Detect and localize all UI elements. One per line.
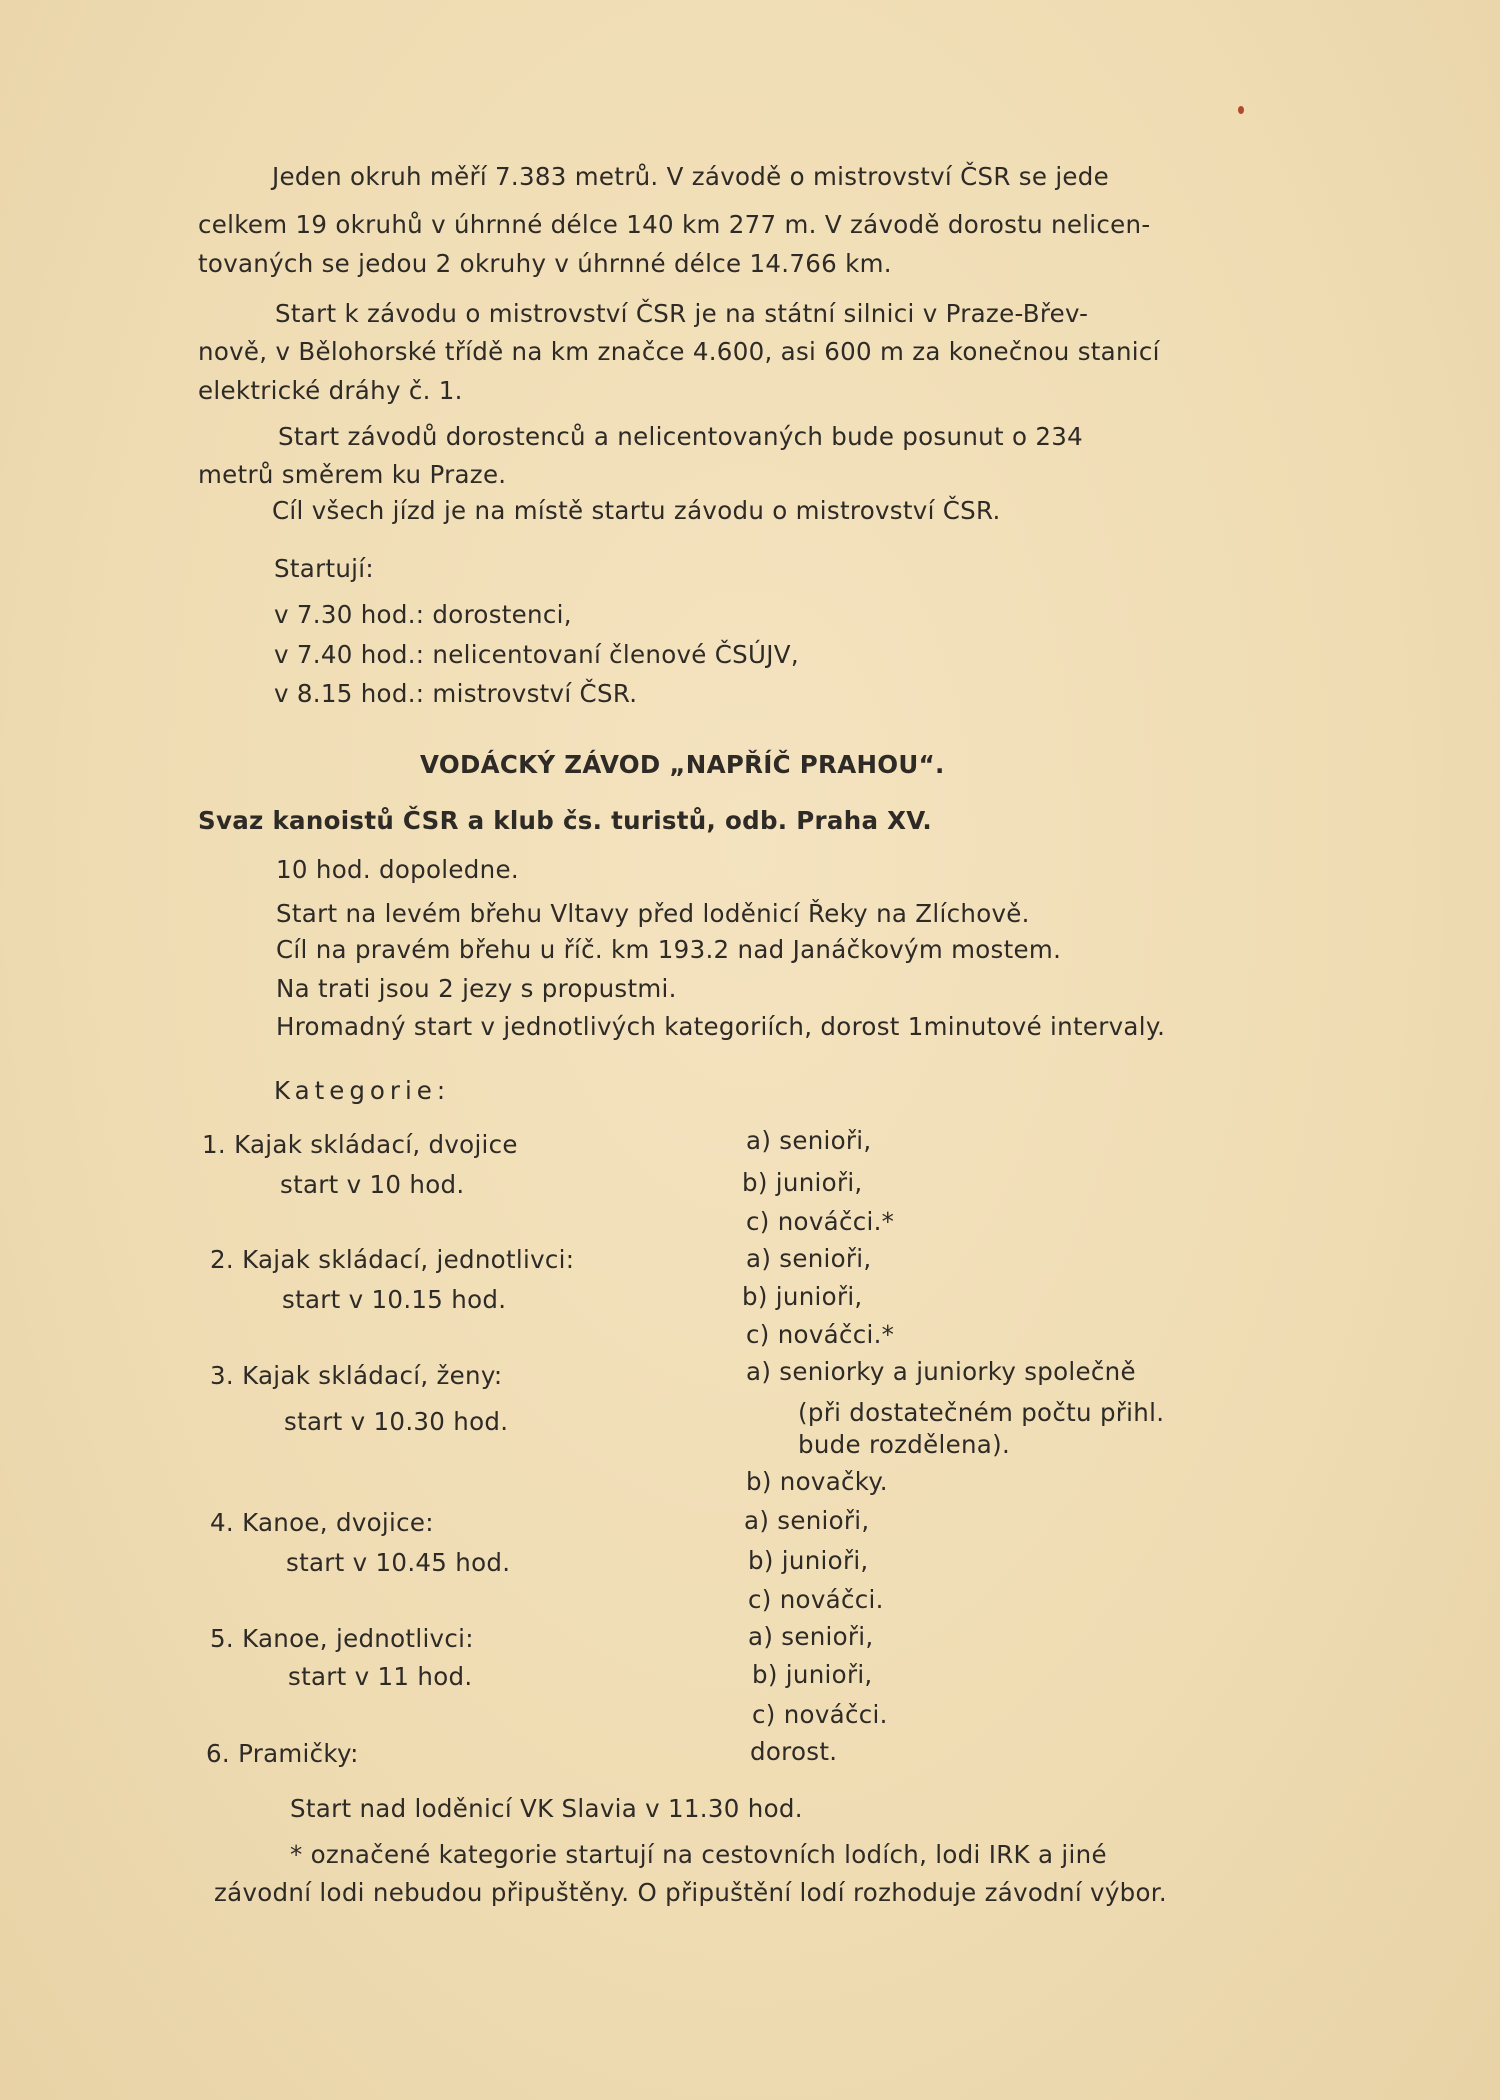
category-5-name: 5. Kanoe, jednotlivci:	[210, 1624, 474, 1653]
category-2-b: b) junioři,	[742, 1282, 863, 1311]
category-1-b: b) junioři,	[742, 1168, 863, 1197]
category-1-c: c) nováčci.*	[746, 1207, 895, 1236]
category-3-b: b) novačky.	[746, 1467, 888, 1496]
category-2-c: c) nováčci.*	[746, 1320, 895, 1349]
section-line-1: 10 hod. dopoledne.	[276, 855, 519, 884]
closing-line-1: Start nad loděnicí VK Slavia v 11.30 hod.	[290, 1794, 803, 1823]
intro-line-2: celkem 19 okruhů v úhrnné délce 140 km 277 m. V závodě dorostu nelicen-	[198, 210, 1151, 239]
category-1-name: 1. Kajak skládací, dvojice	[202, 1130, 518, 1159]
category-3-start: start v 10.30 hod.	[284, 1407, 509, 1436]
category-2-a: a) senioři,	[746, 1244, 872, 1273]
category-6-name: 6. Pramičky:	[206, 1739, 359, 1768]
intro-line-8: metrů směrem ku Praze.	[198, 460, 507, 489]
category-3-a: a) seniorky a juniorky společně	[746, 1357, 1136, 1386]
category-5-a: a) senioři,	[748, 1622, 874, 1651]
intro-line-5: nově, v Bělohorské třídě na km značce 4.600, asi 600 m za konečnou stanicí	[198, 337, 1160, 366]
category-2-start: start v 10.15 hod.	[282, 1285, 507, 1314]
section-line-2: Start na levém břehu Vltavy před loděnicí Řeky na Zlíchově.	[276, 899, 1030, 928]
section-line-4: Na trati jsou 2 jezy s propustmi.	[276, 974, 677, 1003]
intro-line-3: tovaných se jedou 2 okruhy v úhrnné délce 14.766 km.	[198, 249, 892, 278]
section-line-3: Cíl na pravém břehu u říč. km 193.2 nad Janáčkovým mostem.	[276, 935, 1062, 964]
section-title: VODÁCKÝ ZÁVOD „NAPŘÍČ PRAHOU“.	[420, 750, 945, 779]
start-item-2: v 7.40 hod.: nelicentovaní členové ČSÚJV,	[274, 640, 799, 669]
start-item-1: v 7.30 hod.: dorostenci,	[274, 600, 572, 629]
closing-line-2: * označené kategorie startují na cestovních lodích, lodi IRK a jiné	[290, 1840, 1107, 1869]
category-3-note-1: (při dostatečném počtu přihl.	[798, 1398, 1165, 1427]
organizer: Svaz kanoistů ČSR a klub čs. turistů, odb. Praha XV.	[198, 806, 933, 835]
category-4-start: start v 10.45 hod.	[286, 1548, 511, 1577]
section-line-5: Hromadný start v jednotlivých kategoriích, dorost 1minutové intervaly.	[276, 1012, 1166, 1041]
ink-dot	[1238, 106, 1244, 114]
category-1-a: a) senioři,	[746, 1126, 872, 1155]
category-2-name: 2. Kajak skládací, jednotlivci:	[210, 1245, 575, 1274]
category-5-start: start v 11 hod.	[288, 1662, 473, 1691]
category-4-b: b) junioři,	[748, 1546, 869, 1575]
category-5-c: c) nováčci.	[752, 1700, 888, 1729]
starts-heading: Startují:	[274, 554, 374, 583]
category-3-name: 3. Kajak skládací, ženy:	[210, 1361, 503, 1390]
category-6-value: dorost.	[750, 1737, 838, 1766]
intro-line-9: Cíl všech jízd je na místě startu závodu o mistrovství ČSR.	[272, 496, 1001, 525]
category-4-a: a) senioři,	[744, 1506, 870, 1535]
category-1-start: start v 10 hod.	[280, 1170, 465, 1199]
intro-line-1: Jeden okruh měří 7.383 metrů. V závodě o mistrovství ČSR se jede	[272, 162, 1110, 191]
start-item-3: v 8.15 hod.: mistrovství ČSR.	[274, 679, 638, 708]
intro-line-7: Start závodů dorostenců a nelicentovaných bude posunut o 234	[278, 422, 1084, 451]
category-4-c: c) nováčci.	[748, 1585, 884, 1614]
intro-line-6: elektrické dráhy č. 1.	[198, 376, 463, 405]
category-4-name: 4. Kanoe, dvojice:	[210, 1508, 434, 1537]
closing-line-3: závodní lodi nebudou připuštěny. O připuštění lodí rozhoduje závodní výbor.	[214, 1878, 1168, 1907]
category-5-b: b) junioři,	[752, 1660, 873, 1689]
category-3-note-2: bude rozdělena).	[798, 1430, 1011, 1459]
intro-line-4: Start k závodu o mistrovství ČSR je na státní silnici v Praze-Břev-	[275, 299, 1089, 328]
categories-heading: Kategorie:	[274, 1076, 451, 1105]
